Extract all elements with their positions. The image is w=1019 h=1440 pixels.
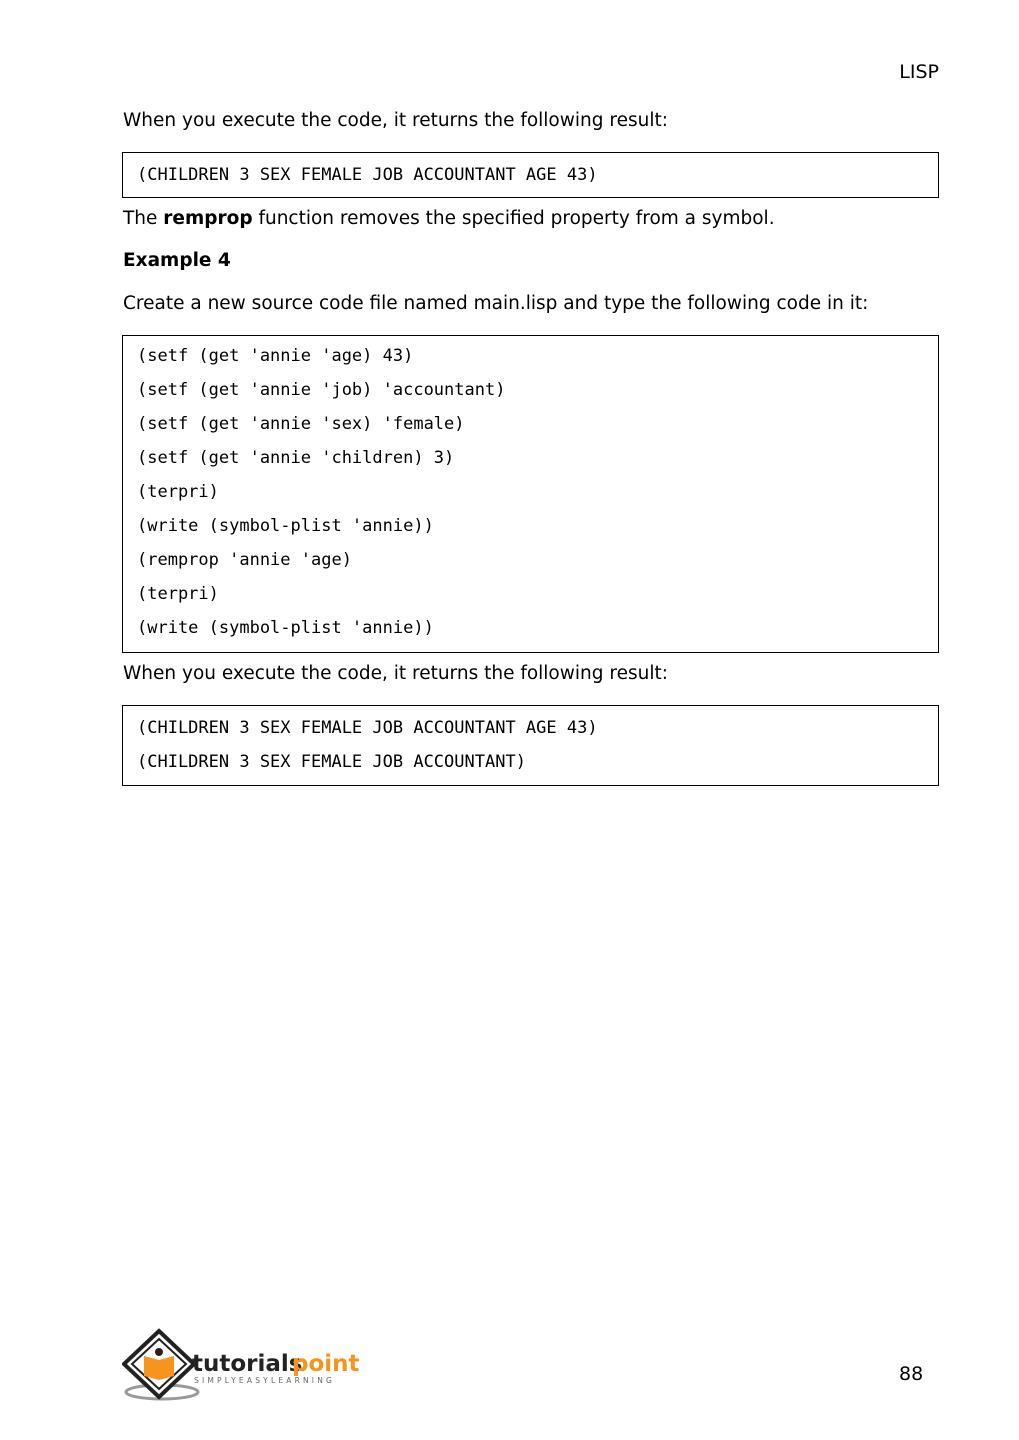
running-header: LISP: [899, 61, 939, 83]
code-line: (setf (get 'annie 'age) 43): [137, 346, 414, 366]
create-file-instruction: Create a new source code file named main.lisp and type the following code in it:: [123, 293, 869, 314]
logo-tagline: SIMPLYEASYLEARNING: [194, 1376, 336, 1385]
code-block: [122, 335, 939, 653]
output-block-1: [122, 152, 939, 198]
code-line: (write (symbol-plist 'annie)): [137, 618, 434, 638]
tutorialspoint-logo: [122, 1328, 367, 1402]
text: The: [123, 208, 164, 229]
output-line: (CHILDREN 3 SEX FEMALE JOB ACCOUNTANT): [137, 752, 526, 772]
code-line: (terpri): [137, 482, 219, 502]
output-line: (CHILDREN 3 SEX FEMALE JOB ACCOUNTANT AGE 43): [137, 718, 598, 738]
output-block-2: [122, 705, 939, 786]
logo-text-point: point: [292, 1351, 360, 1377]
code-line: (setf (get 'annie 'children) 3): [137, 448, 455, 468]
example-heading: Example 4: [123, 250, 231, 271]
remprop-description: [123, 208, 775, 229]
output-line: (CHILDREN 3 SEX FEMALE JOB ACCOUNTANT AGE 43): [137, 165, 598, 185]
text: function removes the specified property from a symbol.: [252, 208, 775, 229]
page-number: 88: [899, 1363, 924, 1385]
logo-text-tutorials: tutorials: [192, 1351, 303, 1377]
code-line: (setf (get 'annie 'sex) 'female): [137, 414, 465, 434]
code-line: (setf (get 'annie 'job) 'accountant): [137, 380, 506, 400]
result-intro: When you execute the code, it returns the following result:: [123, 663, 668, 684]
result-intro: When you execute the code, it returns the following result:: [123, 110, 668, 131]
code-line: (remprop 'annie 'age): [137, 550, 352, 570]
code-line: (write (symbol-plist 'annie)): [137, 516, 434, 536]
remprop-keyword: remprop: [163, 208, 253, 229]
code-line: (terpri): [137, 584, 219, 604]
